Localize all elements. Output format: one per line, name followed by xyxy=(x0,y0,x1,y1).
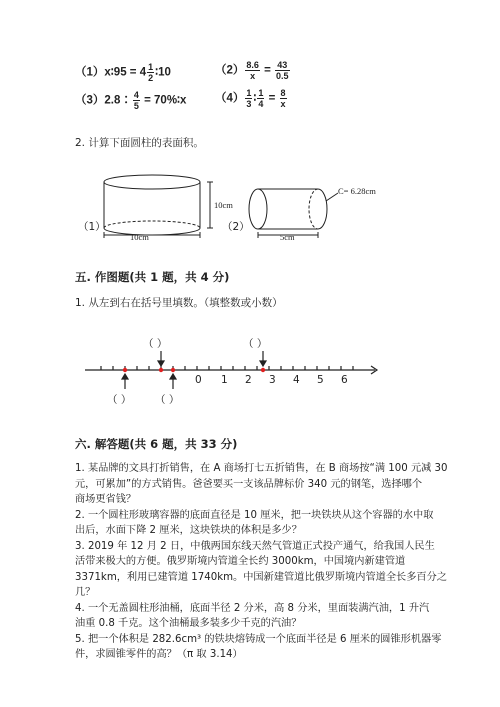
point-marker xyxy=(123,368,127,372)
denominator: x xyxy=(250,71,256,81)
tick-label: 2 xyxy=(245,374,252,386)
text-line: 2. 一个圆柱形玻璃容器的底面直径是 10 厘米，把一块铁块从这个容器的水中取 xyxy=(75,509,434,521)
numerator: 1 xyxy=(258,88,264,98)
text-line: 5. 把一个体积是 282.6cm³ 的铁块熔铸成一个底面半径是 6 厘米的圆锥形机器零 xyxy=(75,633,442,645)
tick-label: 0 xyxy=(195,374,202,386)
upright-cylinder xyxy=(104,175,213,238)
section-6-body xyxy=(75,461,448,663)
answer-blank[interactable]: （ ） xyxy=(155,394,180,406)
text-line: 商场更省钱？ xyxy=(75,494,137,505)
denominator: x xyxy=(280,99,286,109)
equation-label: （1） xyxy=(75,66,105,79)
equation-text: x∶95 = 4 xyxy=(104,66,147,79)
point-marker xyxy=(171,368,175,372)
tick-label: 1 xyxy=(221,374,228,386)
equation-4 xyxy=(215,88,288,109)
section-5-heading: 五. 作图题(共 1 题，共 4 分) xyxy=(75,270,230,284)
tick-label: 3 xyxy=(269,374,276,386)
equation-1 xyxy=(75,62,171,83)
equation-label: （2） xyxy=(215,64,245,77)
numerator: 1 xyxy=(148,62,154,72)
circumference-label: C= 6.28cm xyxy=(338,186,376,196)
fraction xyxy=(280,88,287,109)
height-label: 10cm xyxy=(214,200,233,210)
fraction xyxy=(245,60,260,81)
fraction xyxy=(257,88,264,109)
horizontal-cylinder xyxy=(249,189,338,238)
text-line: 件，求圆锥零件的高？（π 取 3.14） xyxy=(75,649,243,660)
text-line: 活带来极大的方便。俄罗斯境内管道全长约 3000km，中国境内新建管道 xyxy=(75,556,406,567)
tick-label: 4 xyxy=(293,374,300,386)
fraction xyxy=(133,90,140,111)
text-line: 出后，水面下降 2 厘米，这块铁块的体积是多少？ xyxy=(75,525,302,536)
equation-text: ∶10 xyxy=(155,66,171,79)
tick-label: 5 xyxy=(317,374,324,386)
text-line: 1. 某品牌的文具打折销售，在 A 商场打七五折销售，在 B 商场按“满 100 元减 30 xyxy=(75,463,448,474)
equation-2 xyxy=(215,60,291,81)
numerator: 4 xyxy=(133,90,139,100)
section-6-heading: 六. 解答题(共 6 题，共 33 分) xyxy=(75,437,238,451)
tick-label: 6 xyxy=(341,374,348,386)
numerator: 43 xyxy=(275,60,290,71)
numerator: 8.6 xyxy=(246,60,259,70)
equation-text: = xyxy=(260,64,275,77)
text-line: 4. 一个无盖圆柱形油桶，底面半径 2 分米，高 8 分米，里面装满汽油，1 升汽 xyxy=(75,602,430,614)
text-line: 几？ xyxy=(75,587,96,598)
text-line: 3. 2019 年 12 月 2 日，中俄两国东线天然气管道正式投产通气，给我国人民生 xyxy=(75,540,435,552)
equation-label: （4） xyxy=(215,92,245,105)
answer-blank[interactable]: （ ） xyxy=(107,394,132,406)
length-label: 5cm xyxy=(280,232,295,242)
ratio-sign: ∶ xyxy=(253,92,257,105)
text-line: 3371km，利用已建管道 1740km。中国新建管道比俄罗斯境内管道全长多百分之 xyxy=(75,571,447,583)
equation-text: = 70%∶x xyxy=(140,94,187,107)
point-marker xyxy=(261,368,265,372)
numerator: 1 xyxy=(246,88,252,98)
text-line: 元，可累加”的方式销售。爸爸要买一支该品牌标价 340 元的钢笔，选择哪个 xyxy=(75,478,423,490)
equation-3 xyxy=(75,90,186,111)
denominator: 2 xyxy=(148,73,154,83)
text-line: 油重 0.8 千克。这个油桶最多装多少千克的汽油？ xyxy=(75,618,302,629)
answer-blank[interactable]: （ ） xyxy=(143,338,168,350)
equation-text: = xyxy=(265,92,279,105)
figure-1-label: （1） xyxy=(78,221,106,233)
denominator: 4 xyxy=(258,99,264,109)
fraction xyxy=(147,62,154,83)
equation-label: （3） xyxy=(75,94,105,107)
equation-text: 2.8∶ xyxy=(104,94,132,107)
point-marker xyxy=(159,368,163,372)
denominator: 5 xyxy=(133,101,139,111)
denominator: 0.5 xyxy=(276,71,289,81)
fraction xyxy=(275,60,290,81)
section-5-question: 1. 从左到右在括号里填数。（填整数或小数） xyxy=(75,297,283,309)
answer-blank[interactable]: （ ） xyxy=(243,338,268,350)
question-2-title: 2. 计算下面圆柱的表面积。 xyxy=(75,137,204,149)
fraction xyxy=(245,88,252,109)
width-label: 10cm xyxy=(130,232,149,242)
figure-2-label: （2） xyxy=(222,221,250,233)
numerator: 8 xyxy=(280,88,286,98)
denominator: 3 xyxy=(246,99,252,109)
